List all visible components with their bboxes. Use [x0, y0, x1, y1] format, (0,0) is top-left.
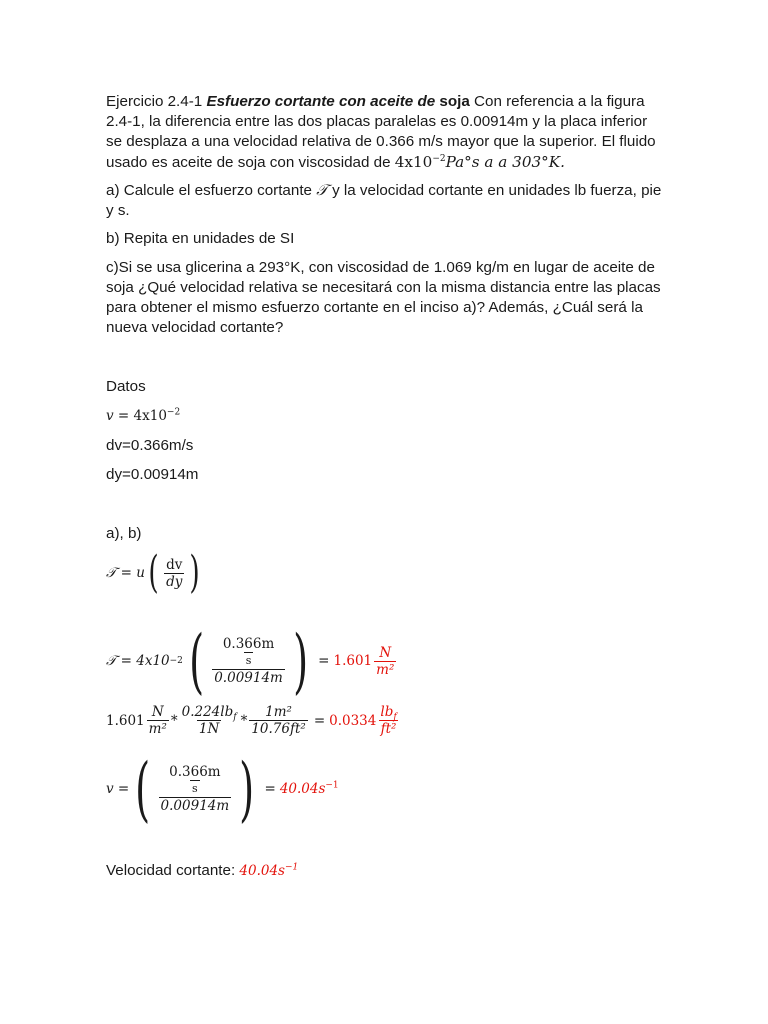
question-b: b) Repita en unidades de SI — [106, 230, 295, 247]
shear-stress-english-result: 0.0334 — [329, 712, 377, 729]
question-c: c)Si se usa glicerina a 293°K, con viscosidad de 1.069 kg/m en lugar de aceite de soja ¿Qué velocidad relativa se necesitará con la misma distancia entre las placas para obtener el mismo esfuerzo cortante en el inciso a)? Además, ¿Cuál será la nueva velocidad cortante? — [106, 259, 661, 336]
datos-heading: Datos — [106, 378, 146, 395]
shear-stress-si-result: 1.601 — [333, 653, 373, 669]
exercise-title: Esfuerzo cortante con aceite de — [206, 93, 436, 110]
question-a: a) Calcule el esfuerzo cortante 𝒯 y la velocidad cortante en unidades lb fuerza, pie y s. — [106, 181, 662, 219]
exercise-number: Ejercicio 2.4-1 — [106, 93, 207, 110]
datos-dy: dy=0.00914m — [106, 466, 199, 483]
shear-stress-symbol: 𝒯 — [316, 181, 328, 199]
unit-conversion: 1.601 $\frac{\text{𝑁}}{\text{𝑚²}}$ * $\frac{0.224𝑙𝑏_𝑓}{\text{1𝑁}}$ * $\frac{\text{1𝑚²}}{\text{10.76𝑓𝑡²}}$ = 0.0334 $\frac{𝑙𝑏_𝑓}{\text{𝑓𝑡²}}$ — [106, 704, 397, 737]
datos-viscosity: 𝑣 = $4x10^{-2}$ — [106, 407, 181, 424]
shear-rate-calculation: 𝑣 = ( $\frac{\frac{0.366m}{s}}{\text{0.00914𝑚}}$ ) = 40.04𝑠$^{-1}$ — [106, 748, 339, 830]
section-ab-label: a), b) — [106, 525, 142, 542]
statement-text: Con referencia a la figura 2.4-1, la diferencia entre las dos placas paralelas es 0.00914m y la placa inferior se desplaza a una velocidad relativa de 0.366 m/s mayor que la superior. El fluido usado es aceite de soja con viscosidad de — [106, 93, 656, 171]
viscosity-value: $4x10^{-2}Pa^\circ s$ a a 303°K. — [394, 153, 565, 171]
datos-dv: dv=0.366m/s — [106, 437, 194, 454]
final-answer: Velocidad cortante: 40.04𝑠$^{-1}$ — [106, 862, 299, 879]
shear-formula: 𝒯 = 𝑢 ( $\frac{dv}{\text{𝑑𝑦}}$ ) — [106, 547, 201, 598]
final-shear-rate-value: 40.04𝑠$^{-1}$ — [239, 862, 299, 879]
exercise-title-tail: soja — [435, 93, 470, 110]
problem-statement — [106, 92, 666, 173]
shear-stress-calculation: 𝒯 = 4𝑥10 −2 ( $\frac{\frac{0.366m}{s}}{\text{0.00914𝑚}}$ ) = 1.601 $\frac{\text{𝑁}}{\text{𝑚²}}$ — [106, 620, 395, 702]
shear-rate-result: 40.04𝑠$^{-1}$ — [279, 780, 339, 797]
